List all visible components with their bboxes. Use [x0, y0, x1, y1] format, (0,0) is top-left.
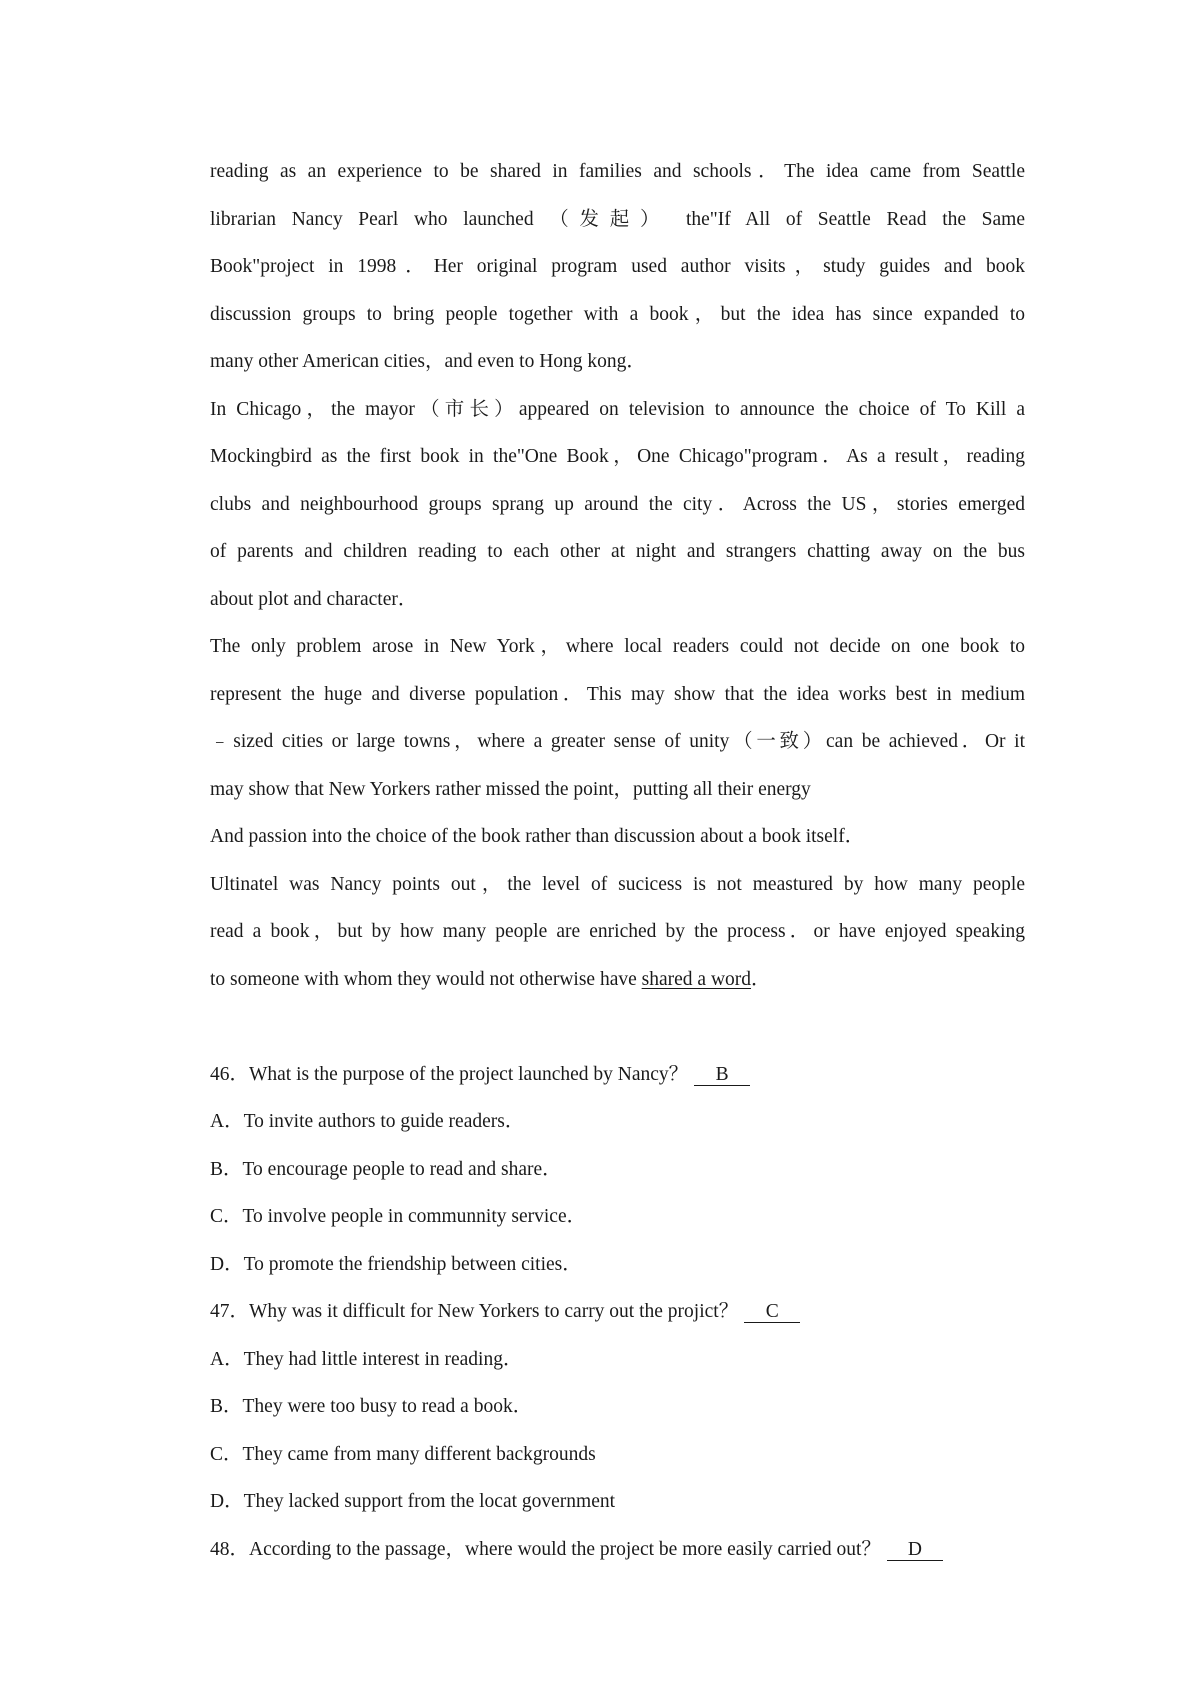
option: A．To invite authors to guide readers．	[210, 1111, 525, 1132]
answer-blank: B	[694, 1065, 750, 1086]
passage-line: Book"project in 1998．Her original program used author visits，study guides and book	[210, 256, 1025, 277]
passage-text: to someone with whom they would not otherwise have	[210, 968, 642, 990]
passage-line: Ultinatel was Nancy points out，the level of sucicess is not meastured by how many people	[210, 873, 1025, 895]
question-47	[210, 1288, 1025, 1526]
question-stem	[210, 1051, 1025, 1099]
question-stem	[210, 1288, 1025, 1336]
option: C．To involve people in communnity service．	[210, 1206, 587, 1227]
question-text: 48．According to the passage，where would the project be more easily carried out？	[210, 1538, 881, 1560]
passage-line: ﹣sized cities or large towns，where a greater sense of unity（一致）can be achieved．Or it	[210, 731, 1025, 752]
passage-line: Mockingbird as the first book in the"One Book，One Chicago"program．As a result，reading	[210, 446, 1025, 467]
document-page	[210, 148, 1025, 1573]
passage-line: And passion into the choice of the book rather than discussion about a book itself．	[210, 826, 865, 847]
passage-line: represent the huge and diverse population．This may show that the idea works best in medium	[210, 683, 1025, 705]
passage-text: ．	[751, 968, 771, 990]
option: D．They lacked support from the locat government	[210, 1491, 616, 1512]
question-48	[210, 1526, 1025, 1574]
question-text: 46．What is the purpose of the project launched by Nancy？	[210, 1063, 689, 1085]
passage-line: of parents and children reading to each other at night and strangers chatting away on the bus	[210, 541, 1025, 562]
passage-line: In Chicago，the mayor（市长）appeared on television to announce the choice of To Kill a	[210, 398, 1025, 420]
passage-line: clubs and neighbourhood groups sprang up around the city．Across the US，stories emerged	[210, 493, 1025, 515]
option: B．They were too busy to read a book．	[210, 1396, 533, 1417]
passage-line: The only problem arose in New York，where local readers could not decide on one book to	[210, 636, 1025, 657]
question-46	[210, 1051, 1025, 1289]
option: C．They came from many different backgrounds	[210, 1443, 596, 1465]
answer-blank: C	[744, 1302, 800, 1323]
passage-line: may show that New Yorkers rather missed the point，putting all their energy	[210, 778, 811, 800]
passage-line: reading as an experience to be shared in families and schools．The idea came from Seattle	[210, 161, 1025, 182]
passage-line: read a book，but by how many people are enriched by the process．or have enjoyed speaking	[210, 921, 1025, 942]
option: A．They had little interest in reading．	[210, 1348, 523, 1370]
passage-line-last	[210, 956, 1025, 1004]
underlined-phrase: shared a word	[641, 968, 752, 990]
option: D．To promote the friendship between cities．	[210, 1253, 582, 1275]
passage-line: many other American cities，and even to Hong kong．	[210, 351, 646, 372]
passage-line: about plot and character．	[210, 588, 418, 610]
option: B．To encourage people to read and share．	[210, 1158, 562, 1180]
section-gap	[210, 1003, 1025, 1051]
passage-line: discussion groups to bring people together with a book，but the idea has since expanded to	[210, 303, 1025, 325]
passage	[210, 148, 1025, 1003]
answer-blank: D	[887, 1540, 943, 1561]
question-text: 47．Why was it difficult for New Yorkers to carry out the projict？	[210, 1301, 739, 1322]
passage-line: librarian Nancy Pearl who launched （发起） the"If All of Seattle Read the Same	[210, 208, 1025, 230]
question-stem	[210, 1526, 1025, 1574]
